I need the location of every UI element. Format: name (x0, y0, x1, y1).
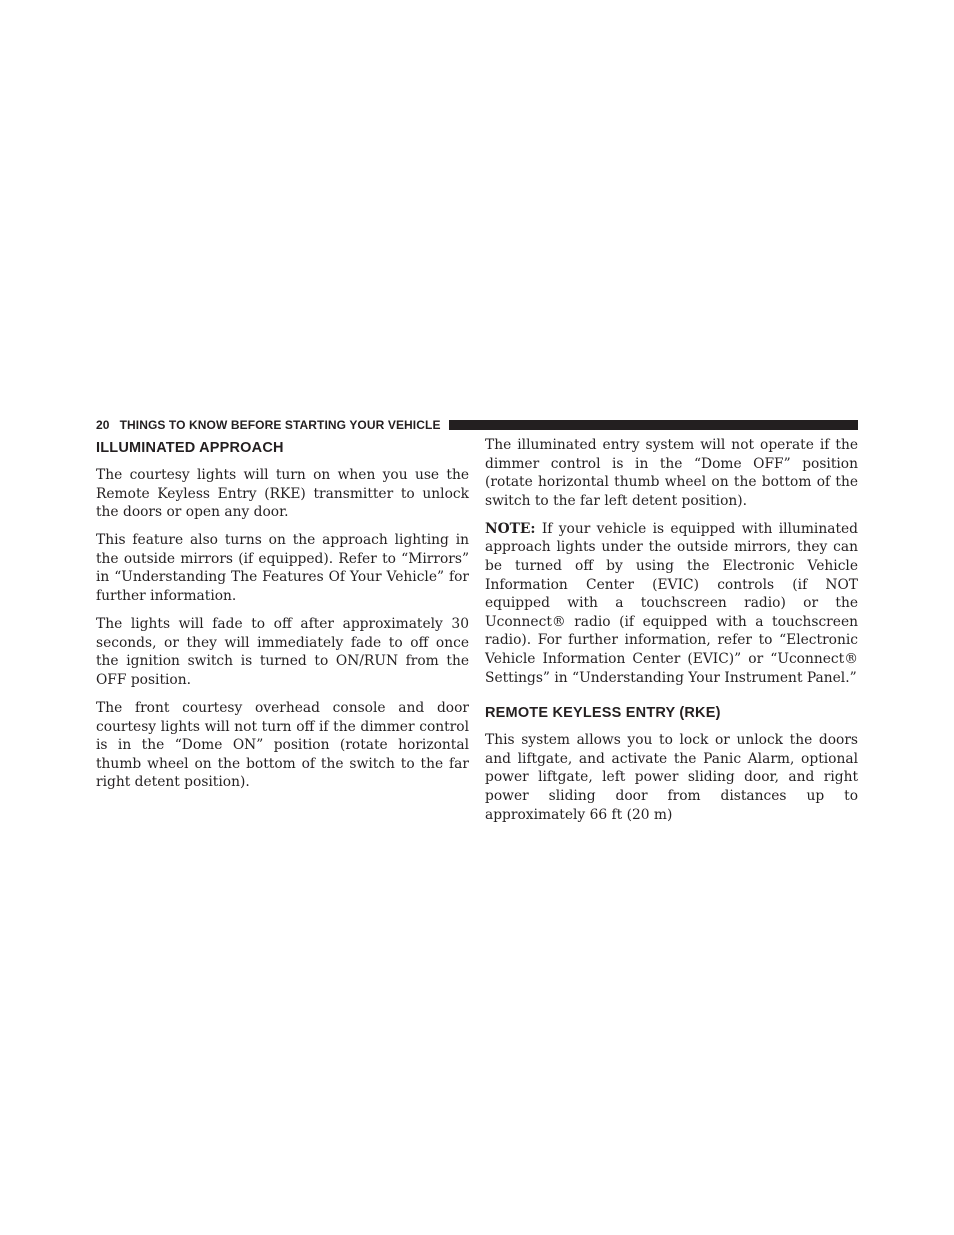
section-heading-illuminated-approach: ILLUMINATED APPROACH (96, 440, 284, 456)
paragraph: The illuminated entry system will not operate if the dimmer control is in the “Dome OFF” position (rotate horizontal thumb wheel on the bottom of the switch to the far left detent position). (485, 437, 858, 509)
note-paragraph (485, 520, 858, 687)
left-column (96, 436, 469, 802)
paragraph: This feature also turns on the approach lighting in the outside mirrors (if equipped). Refer to “Mirrors” in “Understanding The Features Of Your Vehicle” for further information. (96, 532, 469, 605)
paragraph: The courtesy lights will turn on when you use the Remote Keyless Entry (RKE) transmitter to unlock the doors or open any door. (96, 467, 469, 521)
chapter-title: THINGS TO KNOW BEFORE STARTING YOUR VEHICLE (119, 418, 441, 432)
note-label: NOTE: (485, 520, 536, 537)
header-rule (449, 420, 858, 430)
note-text: If your vehicle is equipped with illuminated approach lights under the outside mirrors, they can be turned off by using the Electronic Vehicle Information Center (EVIC) controls (if NOT equipped with a touchscreen radio) or the Uconnect® radio (if equipped with a touchscreen radio). For further information, refer to “Electronic Vehicle Information Center (EVIC)” or “Uconnect® Settings” in “Understanding Your Instrument Panel.” (485, 520, 858, 686)
paragraph: The front courtesy overhead console and door courtesy lights will not turn off if the dimmer control is in the “Dome ON” position (rotate horizontal thumb wheel on the bottom of the switch to the far right detent position). (96, 700, 469, 791)
paragraph: This system allows you to lock or unlock the doors and liftgate, and activate the Panic Alarm, optional power liftgate, left power sliding door, and right power sliding door from distances up to approximately 66 ft (20 m) (485, 732, 858, 823)
paragraph: The lights will fade to off after approximately 30 seconds, or they will immediately fade to off once the ignition switch is turned to ON/RUN from the OFF position. (96, 616, 469, 688)
page-header (96, 417, 858, 433)
page-number: 20 (96, 418, 110, 432)
section-heading-remote-keyless-entry: REMOTE KEYLESS ENTRY (RKE) (485, 705, 721, 722)
right-column (485, 436, 858, 834)
